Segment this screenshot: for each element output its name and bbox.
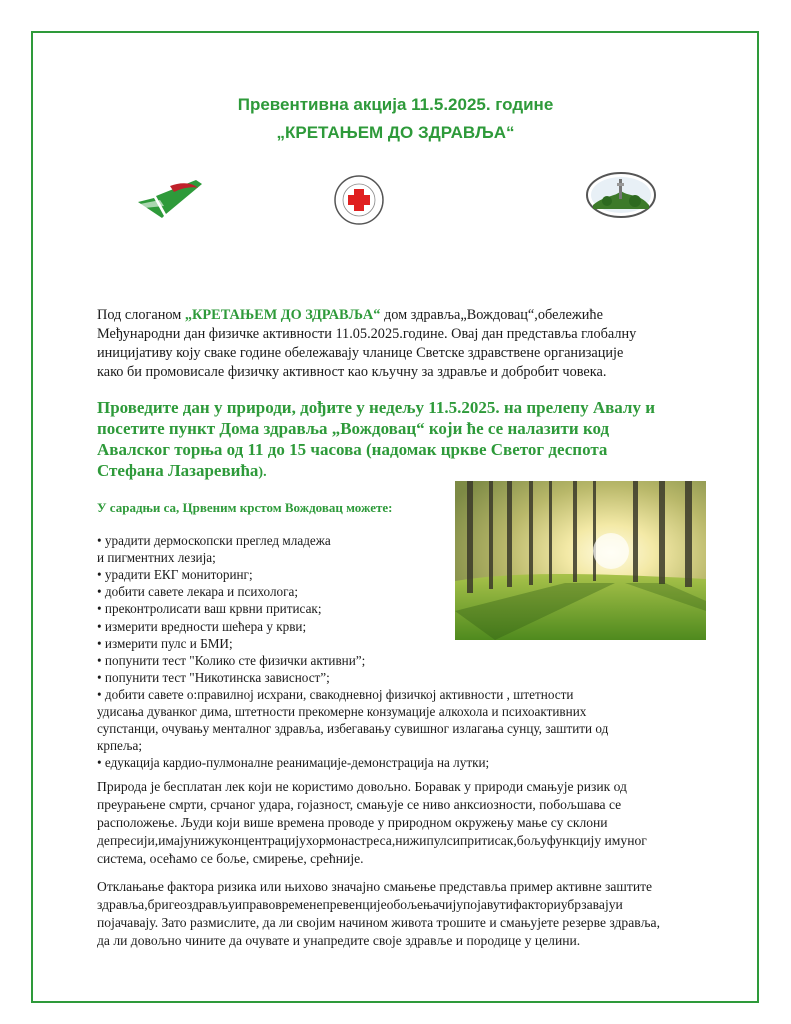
- service-item: • попунити тест "Никотинска зависност”;: [97, 669, 330, 685]
- intro-line-2: Међународни дан физичке активности 11.05.2025.године. Овај дан представља глобалну: [97, 326, 637, 342]
- service-item: • урадити дермоскопски преглед младежа: [97, 533, 331, 548]
- intro-prefix: Под слоганом: [97, 307, 185, 323]
- callout-line-3: Авалског торња од 11 до 15 часова (надомак цркве Светог деспота: [97, 440, 608, 459]
- risk-line: Отклањање фактора ризика или њихово значајно смањење представља пример активне заштите: [97, 879, 653, 894]
- risk-line: да ли довољно чините да очувате и унапредите своје здравље и породице у целини.: [97, 933, 581, 948]
- nature-line: система, осећамо се боље, смирење, срећније.: [97, 851, 364, 866]
- service-item: • добити савете лекара и психолога;: [97, 584, 299, 600]
- intro-slogan: „КРЕТАЊЕМ ДО ЗДРАВЉА“: [184, 307, 381, 323]
- callout-line-4-end: ).: [258, 465, 267, 480]
- service-item: супстанци, очувању менталног здравља, избегавању сувишног излагања сунцу, заштити од: [97, 721, 609, 737]
- intro-line1-rest: дом здравља„Вождовац“,обележиће: [380, 307, 603, 323]
- service-item: удисања дуванког дима, штетности прекомерне конзумације алкохола и психоактивних: [97, 704, 587, 719]
- risk-paragraph: [97, 878, 717, 950]
- nature-line: преурањене смрти, срчаног удара, гојазност, смањује се ниво анксиозности, побољшава се: [97, 797, 622, 812]
- intro-line-3: иницијативу коју сваке године обележавају чланице Светске здравствене организације: [97, 345, 624, 361]
- service-item: крпеља;: [97, 738, 143, 754]
- service-item: • преконтролисати ваш крвни притисак;: [97, 601, 322, 617]
- service-item: • попунити тест "Колико сте физички активни”;: [97, 652, 366, 668]
- risk-line: појачавају. Зато размислите, да ли својим начином живота трошите и смањујете резерве здравља,: [97, 915, 660, 930]
- nature-line: Природа је бесплатан лек који не користимо довољно. Боравак у природи смањује ризик од: [97, 779, 627, 794]
- service-item: • едукација кардио-пулмоналне реанимације-демонстрација на лутки;: [97, 755, 490, 771]
- nature-paragraph: [97, 778, 717, 868]
- service-item: • добити савете о:правилној исхрани, свакодневној физичкој активности , штетности: [97, 686, 574, 702]
- avala-tower-emblem-icon: [585, 171, 657, 219]
- sunlit-forest-photo: [455, 481, 706, 640]
- callout-line-2: посетите пункт Дома здравља „Вождовац“ који ће се налазити код: [97, 419, 610, 438]
- service-item: • измерити вредности шећера у крви;: [97, 618, 307, 634]
- nature-line: депресији,имајунижуконцентрацијухормонастреса,нижипулсипритисак,бољуфункцију имуног: [97, 833, 647, 848]
- callout-line-4: Стефана Лазаревића: [97, 461, 259, 480]
- nature-line: расположење. Људи који више времена проводе у природном окружењу мање су склони: [97, 815, 608, 830]
- service-item: • измерити пулс и БМИ;: [97, 635, 233, 651]
- risk-line: здравља,бригеоздрављуиправовременепревенцијеобољењачијупојавутифакториубрзавајуи: [97, 897, 623, 912]
- callout-line-1: Проведите дан у природи, дођите у недељу 11.5.2025. на прелепу Авалу и: [97, 398, 656, 417]
- title-line-2: „КРЕТАЊЕМ ДО ЗДРАВЉА“: [276, 123, 515, 142]
- health-center-logo-icon: [136, 176, 204, 220]
- title-line-1: Превентивна акција 11.5.2025. године: [237, 95, 554, 114]
- intro-line-4: како би промовисале физичку активност као кључну за здравље и добробит човека.: [97, 364, 607, 380]
- callout-paragraph: [97, 397, 717, 483]
- red-cross-emblem-icon: [333, 174, 385, 226]
- intro-paragraph: [97, 306, 717, 382]
- services-heading: У сарадњи са, Црвеним крстом Вождовац можете:: [97, 500, 393, 515]
- service-item: и пигментних лезија;: [97, 550, 216, 566]
- service-item: • урадити ЕКГ мониторинг;: [97, 567, 253, 583]
